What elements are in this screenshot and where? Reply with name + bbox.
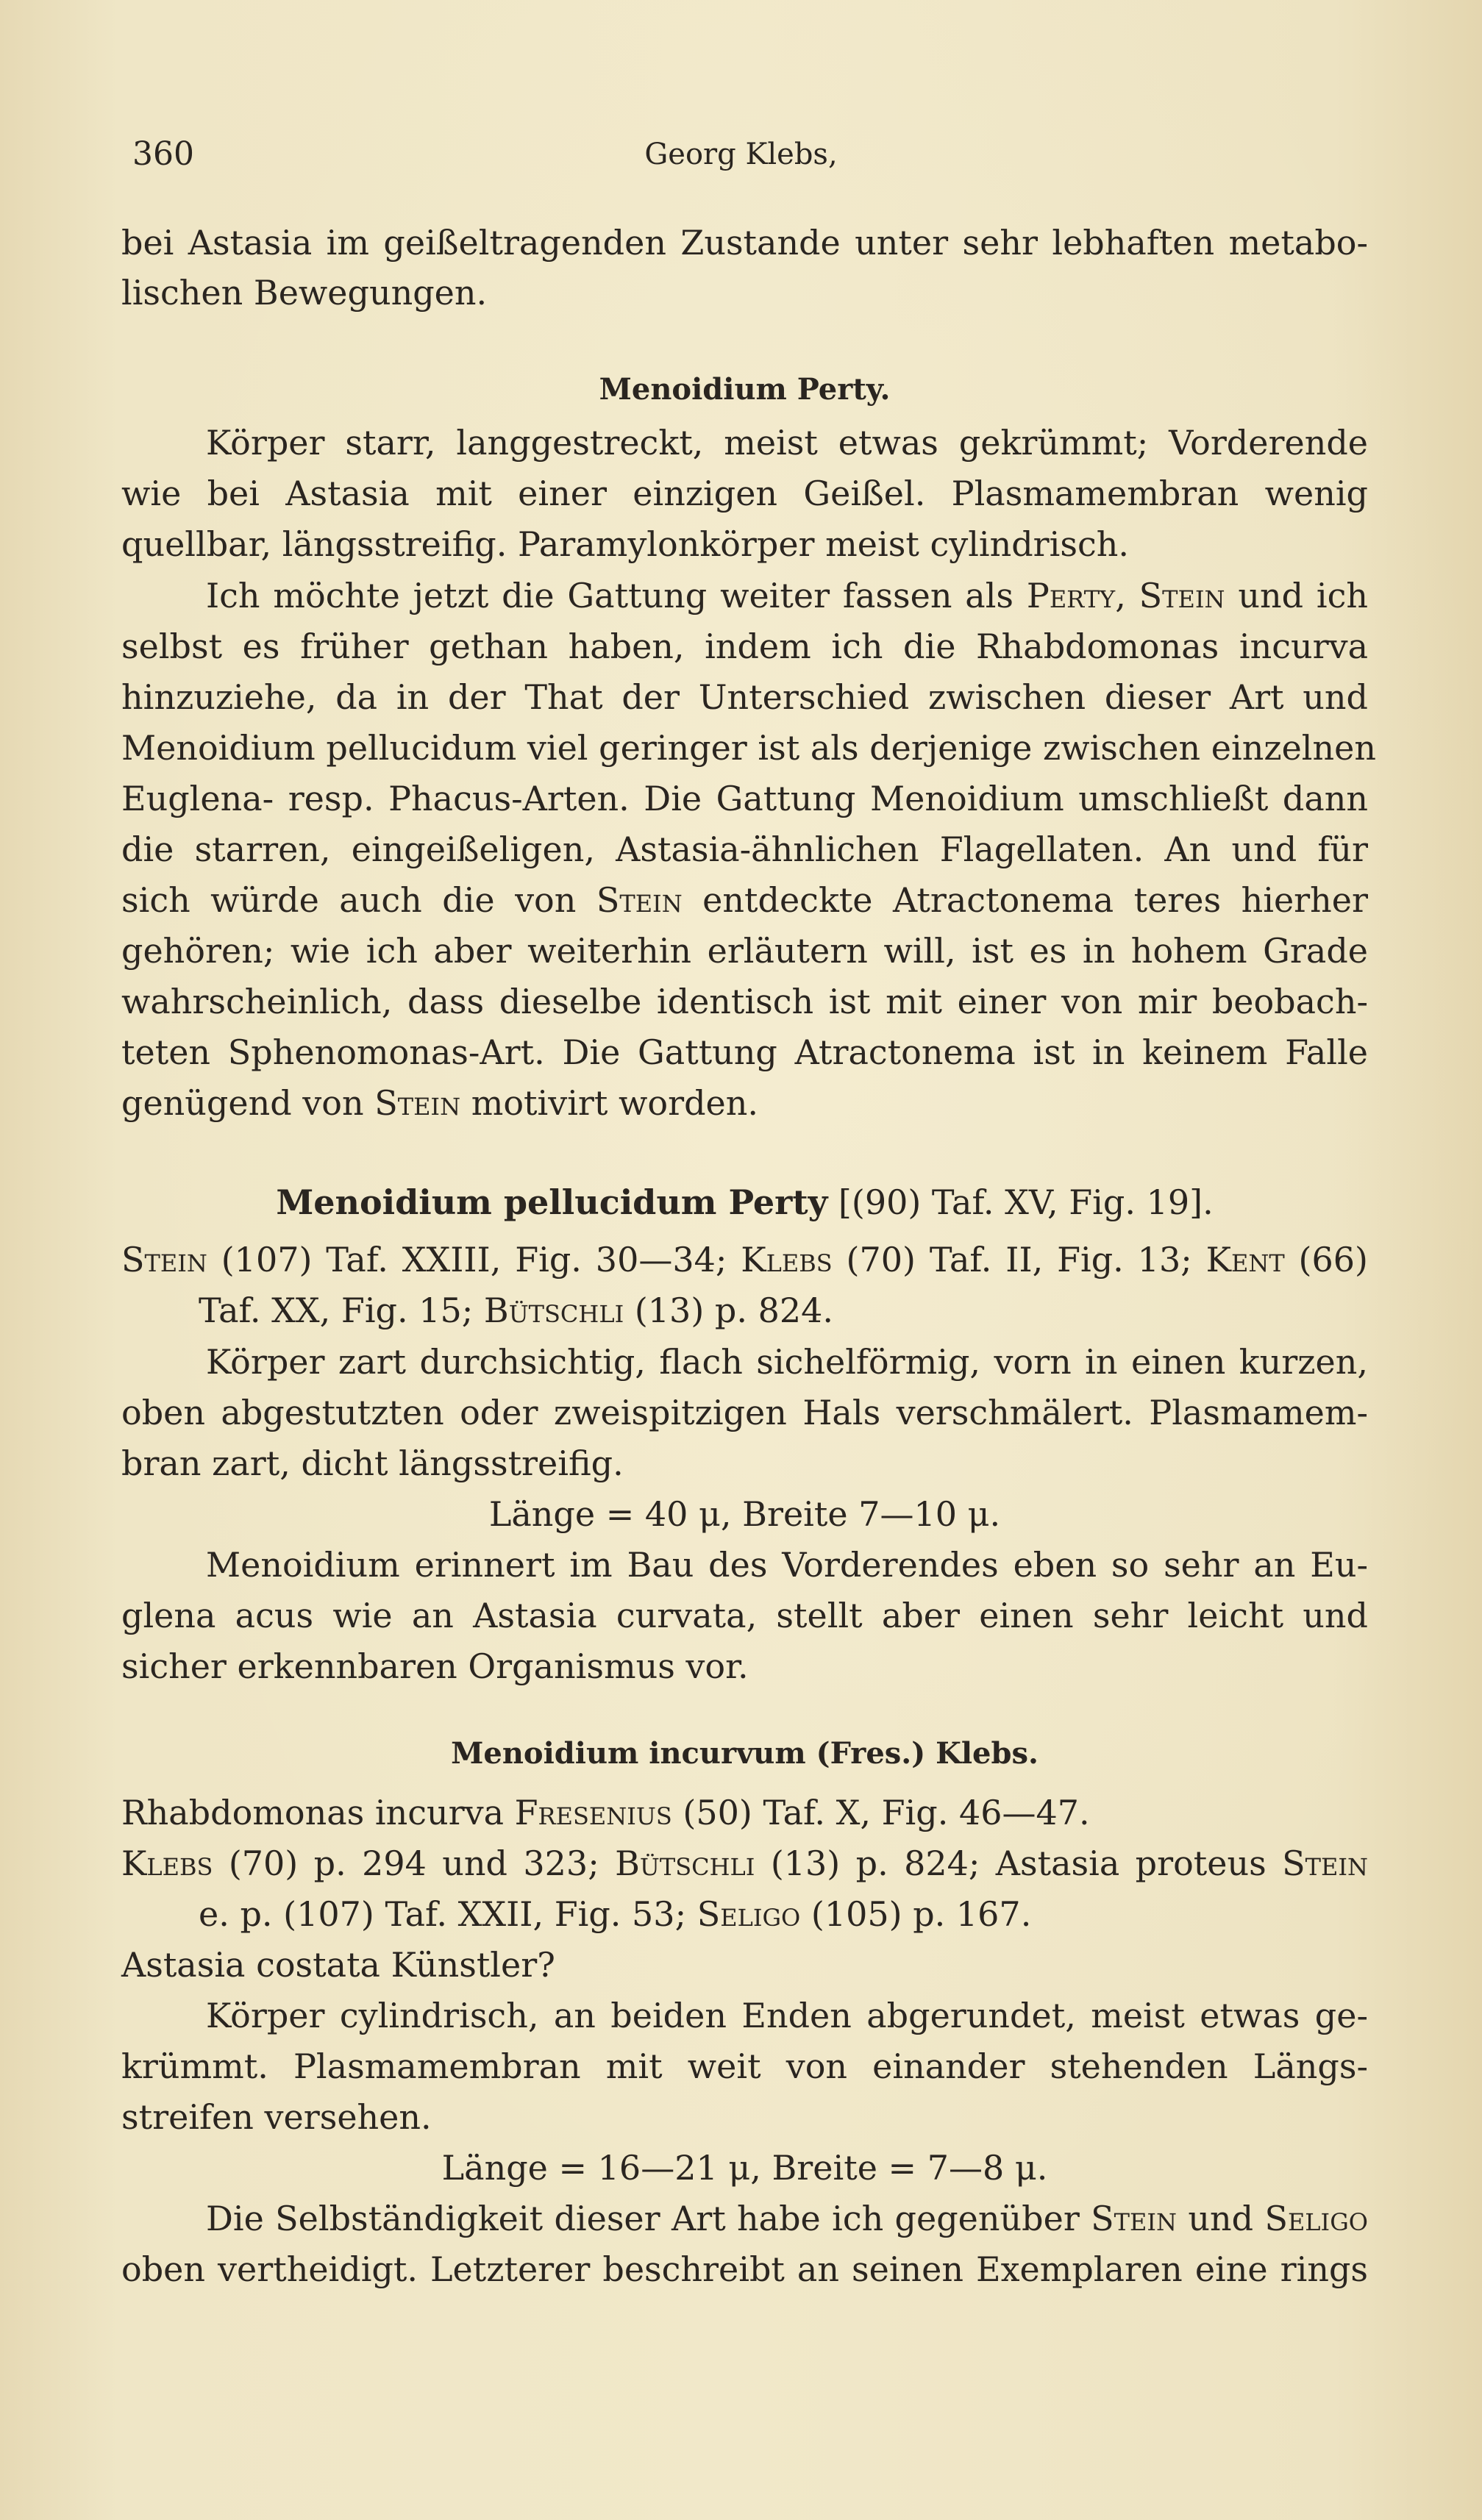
text-line: oben vertheidigt. Letzterer beschreibt an seinen Exemplaren eine rings bbox=[121, 2249, 1368, 2289]
taxon-name: Menoidium pellucidum Perty bbox=[276, 1182, 828, 1222]
text-line: krümmt. Plasmamembran mit weit von einander stehenden Längs- bbox=[121, 2046, 1368, 2086]
measurements: Länge = 16—21 μ, Breite = 7—8 μ. bbox=[441, 2148, 1048, 2188]
author-name: Stein bbox=[1139, 576, 1225, 615]
author-name: Klebs bbox=[121, 1843, 213, 1883]
text-line: wie bei Astasia mit einer einzigen Geißel. Plasmamembran wenig bbox=[121, 474, 1368, 513]
synonym-line: Klebs (70) p. 294 und 323; Bütschli (13) p. 824; Astasia proteus Stein bbox=[121, 1843, 1368, 1883]
text-line: sich würde auch die von Stein entdeckte Atractonema teres hierher bbox=[121, 880, 1368, 920]
text-line: glena acus wie an Astasia curvata, stellt aber einen sehr leicht und bbox=[121, 1596, 1368, 1635]
synonym-line: Astasia costata Künstler? bbox=[121, 1945, 555, 1985]
page-number: 360 bbox=[132, 135, 194, 173]
text-line: Körper starr, langgestreckt, meist etwas gekrümmt; Vorderende bbox=[206, 423, 1368, 463]
text-line: bei Astasia im geißeltragenden Zustande unter sehr lebhaften metabo- bbox=[121, 223, 1368, 263]
text-line: die starren, eingeißeligen, Astasia-ähnlichen Flagellaten. An und für bbox=[121, 829, 1368, 869]
text-line: hinzuziehe, da in der That der Unterschied zwischen dieser Art und bbox=[121, 677, 1368, 717]
author-name: Stein bbox=[1282, 1843, 1368, 1883]
text-line: lischen Bewegungen. bbox=[121, 273, 488, 313]
author-name: Perty bbox=[1026, 576, 1116, 615]
text-line: genügend von Stein motivirt worden. bbox=[121, 1083, 758, 1123]
text-line: wahrscheinlich, dass dieselbe identisch ist mit einer von mir beobach- bbox=[121, 982, 1368, 1021]
synonym-line: Stein (107) Taf. XXIII, Fig. 30—34; Klebs (70) Taf. II, Fig. 13; Kent (66) bbox=[121, 1240, 1368, 1279]
author-name: Bütschli bbox=[483, 1291, 624, 1330]
author-name: Stein bbox=[121, 1240, 207, 1279]
text-line: Ich möchte jetzt die Gattung weiter fassen als Perty, Stein und ich bbox=[206, 576, 1368, 615]
author-name: Fresenius bbox=[514, 1793, 672, 1832]
text-line: quellbar, längsstreifig. Paramylonkörper meist cylindrisch. bbox=[121, 524, 1130, 564]
text-line: teten Sphenomonas-Art. Die Gattung Atractonema ist in keinem Falle bbox=[121, 1032, 1368, 1072]
text-line: bran zart, dicht längsstreifig. bbox=[121, 1443, 624, 1483]
text-line: oben abgestutzten oder zweispitzigen Hals verschmälert. Plasmamem- bbox=[121, 1393, 1368, 1432]
species-heading: Menoidium pellucidum Perty [(90) Taf. XV, Fig. 19]. bbox=[276, 1182, 1214, 1222]
running-title: Georg Klebs, bbox=[644, 138, 838, 171]
text-line: Die Selbständigkeit dieser Art habe ich gegenüber Stein und Seligo bbox=[206, 2199, 1368, 2238]
author-name: Seligo bbox=[1264, 2199, 1368, 2238]
author-name: Stein bbox=[374, 1083, 461, 1123]
species-heading: Menoidium incurvum (Fres.) Klebs. bbox=[451, 1736, 1039, 1771]
synonym-line: Rhabdomonas incurva Fresenius (50) Taf. X, Fig. 46—47. bbox=[121, 1793, 1090, 1832]
text-line: Körper zart durchsichtig, flach sichelförmig, vorn in einen kurzen, bbox=[206, 1342, 1368, 1382]
text-line: Menoidium erinnert im Bau des Vorderendes eben so sehr an Eu- bbox=[206, 1545, 1368, 1585]
genus-heading: Menoidium Perty. bbox=[599, 372, 891, 407]
text-line: gehören; wie ich aber weiterhin erläutern will, ist es in hohem Grade bbox=[121, 931, 1368, 971]
text-line: streifen versehen. bbox=[121, 2097, 432, 2137]
text-line: selbst es früher gethan haben, indem ich die Rhabdomonas incurva bbox=[121, 627, 1368, 666]
text-line: sicher erkennbaren Organismus vor. bbox=[121, 1646, 749, 1686]
author-name: Seligo bbox=[697, 1894, 801, 1934]
author-name: Kent bbox=[1205, 1240, 1285, 1279]
author-name: Klebs bbox=[741, 1240, 833, 1279]
text-line: Euglena- resp. Phacus-Arten. Die Gattung Menoidium umschließt dann bbox=[121, 779, 1368, 818]
synonym-line: Taf. XX, Fig. 15; Bütschli (13) p. 824. bbox=[199, 1291, 834, 1330]
measurements: Länge = 40 μ, Breite 7—10 μ. bbox=[488, 1494, 1001, 1534]
author-name: Stein bbox=[596, 880, 683, 920]
text-line: Menoidium pellucidum viel geringer ist als derjenige zwischen einzelnen bbox=[121, 728, 1376, 768]
author-name: Bütschli bbox=[615, 1843, 755, 1883]
synonym-line: e. p. (107) Taf. XXII, Fig. 53; Seligo (105) p. 167. bbox=[199, 1894, 1032, 1934]
text-line: Körper cylindrisch, an beiden Enden abgerundet, meist etwas ge- bbox=[206, 1996, 1368, 2035]
author-name: Stein bbox=[1091, 2199, 1178, 2238]
